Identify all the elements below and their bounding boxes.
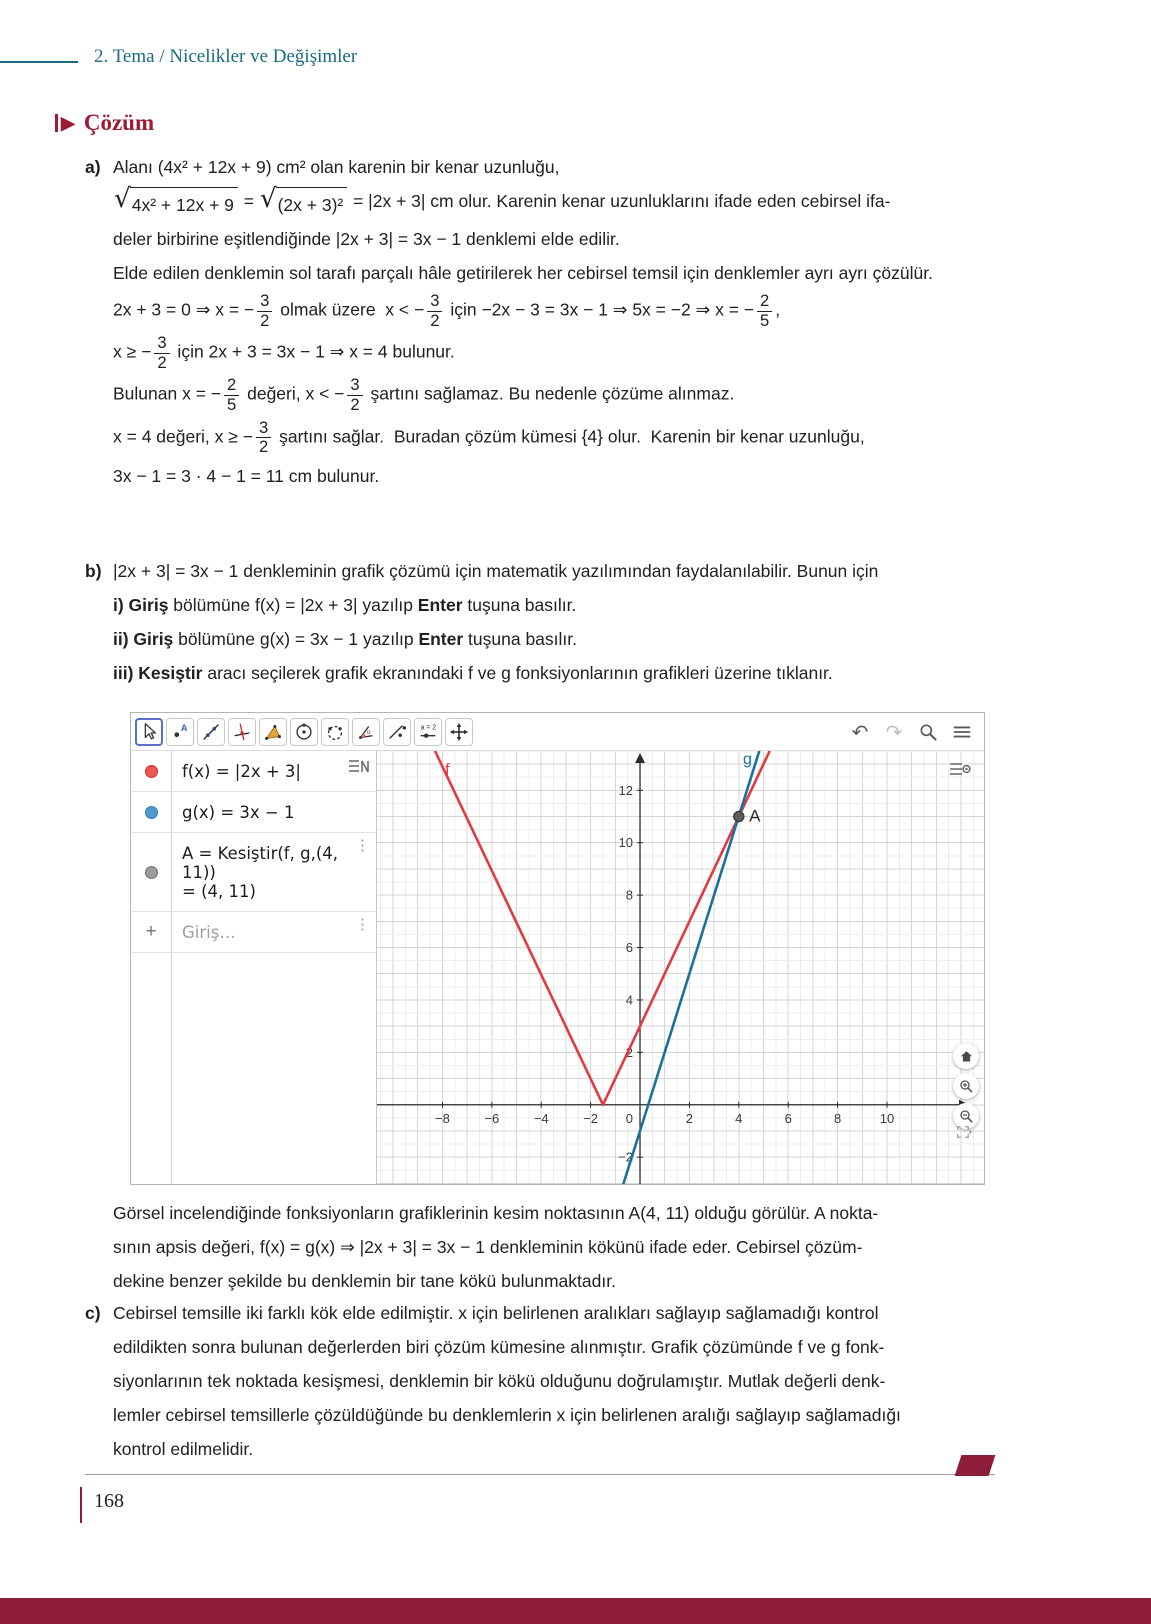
svg-text:10: 10 [879, 1110, 895, 1126]
part-b-label: b) [85, 561, 102, 581]
visibility-dot-A[interactable] [145, 866, 158, 879]
svg-text:−8: −8 [435, 1110, 450, 1126]
algebra-input[interactable] [171, 912, 376, 952]
text-line: 2x + 3 = 0 ⇒ x = − $\frac{3}{2}$ olmak üzere x < − $\frac{3}{2}$ için −2x − 3 = 3x − 1 ⇒ 5x = −2 ⇒ x = − $\frac{2}{5}$ , [113, 291, 781, 330]
tool-reflect-icon [386, 721, 408, 743]
solution-heading [55, 110, 154, 136]
tool-polygon-icon [262, 721, 284, 743]
toolbar-tools [135, 718, 473, 746]
tool-point-icon [169, 721, 191, 743]
part-a-label: a) [85, 157, 101, 177]
algebra-row-A[interactable] [131, 833, 376, 912]
footer-parallelogram [955, 1455, 996, 1476]
svg-text:f: f [445, 761, 450, 779]
tool-move-button[interactable] [135, 718, 163, 746]
graph-svg[interactable] [377, 751, 984, 1184]
tool-circle-button[interactable] [290, 718, 318, 746]
svg-text:A: A [749, 806, 761, 826]
text-line: x ≥ − $\frac{3}{2}$ için 2x + 3 = 3x − 1 ⇒ x = 4 bulunur. [113, 333, 455, 372]
tool-slider-icon [417, 721, 439, 743]
text-line: lemler cebirsel temsillerle çözüldüğünde bu denklemlerin x için belirlenen aralığı sağlayıp sağlamadığı [113, 1405, 901, 1425]
svg-text:12: 12 [618, 782, 634, 798]
undo-icon: ↶ [851, 719, 869, 744]
tool-conic-icon [324, 721, 346, 743]
geogebra-toolbar [131, 713, 984, 751]
svg-text:−4: −4 [533, 1110, 549, 1126]
tool-slider-button[interactable] [414, 718, 442, 746]
svg-text:10: 10 [618, 835, 634, 851]
home-button[interactable] [953, 1043, 979, 1069]
chapter-header: 2. Tema / Nicelikler ve Değişimler [94, 46, 358, 67]
search-button[interactable] [916, 720, 940, 744]
part-c-label: c) [85, 1303, 101, 1323]
add-input-icon[interactable]: + [145, 921, 157, 942]
algebra-panel [131, 751, 377, 1184]
graphics-view[interactable] [377, 751, 984, 1184]
algebra-style-icon[interactable] [347, 757, 371, 782]
algebra-entry-f [171, 751, 376, 791]
tool-point-button[interactable] [166, 718, 194, 746]
text-line: Elde edilen denklemin sol tarafı parçalı hâle getirilerek her cebirsel temsil için denklemler ayrı ayrı çözülür. [113, 263, 933, 283]
page-number-bar [80, 1487, 82, 1523]
text-line: √ 4x² + 12x + 9 = √ (2x + 3)² = |2x + 3| cm olur. Karenin kenar uzunluklarını ifade eden cebirsel ifa- [113, 184, 1050, 222]
redo-button[interactable] [882, 720, 906, 744]
part-b-body [113, 554, 1050, 690]
visibility-dot-g[interactable] [145, 806, 158, 819]
tool-line-icon [200, 721, 222, 743]
after-graph-paragraph [113, 1196, 1053, 1298]
visibility-dot-f[interactable] [145, 765, 158, 778]
menu-button[interactable] [950, 720, 974, 744]
geogebra-main [131, 751, 984, 1184]
text-line: Alanı (4x² + 12x + 9) cm² olan karenin bir kenar uzunluğu, [113, 157, 560, 177]
tool-perpendicular-line-button[interactable] [228, 718, 256, 746]
algebra-gutter [131, 792, 171, 832]
text-line: Cebirsel temsille iki farklı kök elde edilmiştir. x için belirlenen aralıkları sağlayıp sağlamadığı kontrol [113, 1303, 879, 1323]
tool-polygon-button[interactable] [259, 718, 287, 746]
part-a-body [113, 150, 1050, 493]
algebra-entry-A [171, 833, 376, 911]
text-line: x = 4 değeri, x ≥ − $\frac{3}{2}$ şartını sağlar. Buradan çözüm kümesi {4} olur. Karenin bir kenar uzunluğu, [113, 417, 865, 457]
header-rule [0, 61, 78, 63]
svg-text:2: 2 [625, 1044, 634, 1060]
svg-text:g: g [742, 751, 752, 769]
algebra-entry-A-line1: A = Kesiştir(f, g,(4, 11)) [182, 843, 339, 882]
part-c-body [113, 1296, 1065, 1466]
svg-text:−6: −6 [484, 1110, 500, 1126]
algebra-entry-g [171, 792, 376, 832]
zoom-in-button[interactable] [953, 1073, 979, 1099]
svg-text:a = 2: a = 2 [420, 723, 437, 731]
tool-angle-icon [355, 721, 377, 743]
algebra-entry-f-text: f(x) = |2x + 3| [182, 761, 301, 781]
text-line: |2x + 3| = 3x − 1 denkleminin grafik çözümü için matematik yazılımından faydalanılabilir. Bunun için [113, 561, 879, 581]
solution-heading-label: Çözüm [83, 110, 155, 135]
svg-text:6: 6 [784, 1110, 792, 1126]
page-number: 168 [94, 1490, 124, 1512]
algebra-input-row[interactable] [131, 912, 376, 953]
solution-part-a [85, 150, 1050, 493]
row-menu-icon[interactable]: ⋮ [355, 916, 370, 933]
tool-angle-button[interactable] [352, 718, 380, 746]
bottom-color-bar [0, 1598, 1151, 1624]
svg-text:2: 2 [685, 1110, 694, 1126]
tool-reflect-button[interactable] [383, 718, 411, 746]
svg-text:α: α [366, 728, 371, 736]
tool-move-graphics-icon [448, 721, 470, 743]
geogebra-window [130, 712, 985, 1185]
svg-text:0: 0 [625, 1110, 634, 1126]
fullscreen-icon[interactable] [954, 1123, 972, 1146]
solution-part-c [85, 1296, 1065, 1466]
svg-text:A: A [180, 722, 188, 733]
text-line: 3x − 1 = 3 · 4 − 1 = 11 cm bulunur. [113, 465, 380, 486]
text-line: kontrol edilmelidir. [113, 1439, 254, 1459]
after-graph-body [113, 1196, 1053, 1298]
text-line: dekine benzer şekilde bu denklemin bir tane kökü bulunmaktadır. [113, 1271, 616, 1291]
row-menu-icon[interactable]: ⋮ [355, 837, 370, 854]
tool-line-button[interactable] [197, 718, 225, 746]
text-line: i) Giriş bölümüne f(x) = |2x + 3| yazılıp Enter tuşuna basılır. [113, 595, 577, 615]
algebra-gutter [131, 912, 171, 952]
algebra-row-f[interactable] [131, 751, 376, 792]
text-line: Görsel incelendiğinde fonksiyonların grafiklerinin kesim noktasının A(4, 11) olduğu görülür. A nokta- [113, 1203, 879, 1223]
footer-rule [85, 1474, 995, 1475]
redo-icon: ↷ [885, 719, 903, 744]
tool-circle-icon [293, 721, 315, 743]
svg-text:8: 8 [625, 887, 634, 903]
tool-conic-button[interactable] [321, 718, 349, 746]
undo-button[interactable] [848, 720, 872, 744]
svg-text:4: 4 [735, 1110, 743, 1126]
svg-text:8: 8 [833, 1110, 842, 1126]
svg-text:4: 4 [625, 992, 634, 1008]
text-line: siyonlarının tek noktada kesişmesi, denklemin bir kökü olduğunu doğrulamıştır. Mutlak değerli denk- [113, 1371, 886, 1391]
svg-text:−2: −2 [618, 1149, 634, 1165]
menu-icon [952, 722, 972, 742]
home-icon [959, 1049, 974, 1064]
text-line: Bulunan x = − $\frac{2}{5}$ değeri, x < − $\frac{3}{2}$ şartını sağlamaz. Bu nedenle çözüme alınmaz. [113, 375, 735, 415]
algebra-gutter [131, 751, 171, 791]
text-line: edildikten sonra bulunan değerlerden biri çözüm kümesine alınmıştır. Grafik çözümünde f ve g fonk- [113, 1337, 885, 1357]
zoom-in-icon [958, 1078, 974, 1094]
algebra-entry-g-text: g(x) = 3x − 1 [182, 802, 295, 822]
algebra-entry-A-line2: = (4, 11) [182, 881, 256, 901]
algebra-gutter [131, 833, 171, 911]
text-line: deler birbirine eşitlendiğinde |2x + 3| = 3x − 1 denklemi elde edilir. [113, 229, 620, 249]
tool-perpendicular-line-icon [231, 721, 253, 743]
text-line: ii) Giriş bölümüne g(x) = 3x − 1 yazılıp Enter tuşuna basılır. [113, 629, 577, 649]
algebra-empty-area [131, 953, 376, 1184]
svg-text:−2: −2 [583, 1110, 599, 1126]
text-line: iii) Kesiştir aracı seçilerek grafik ekranındaki f ve g fonksiyonlarının grafikleri üzerine tıklanır. [113, 663, 833, 683]
algebra-row-g[interactable] [131, 792, 376, 833]
zoom-out-icon [958, 1108, 974, 1124]
svg-text:6: 6 [625, 940, 634, 956]
tool-move-graphics-button[interactable] [445, 718, 473, 746]
toolbar-actions [848, 720, 974, 744]
algebra-input-placeholder: Giriş… [182, 922, 236, 942]
graphics-settings-icon[interactable] [948, 757, 972, 786]
text-line: sının apsis değeri, f(x) = g(x) ⇒ |2x + 3| = 3x − 1 denkleminin kökünü ifade eder. Cebirsel çözüm- [113, 1237, 863, 1257]
tool-move-icon [138, 721, 160, 743]
search-icon [918, 722, 938, 742]
play-arrow-icon: ▶ [55, 114, 75, 132]
solution-part-b [85, 554, 1050, 690]
